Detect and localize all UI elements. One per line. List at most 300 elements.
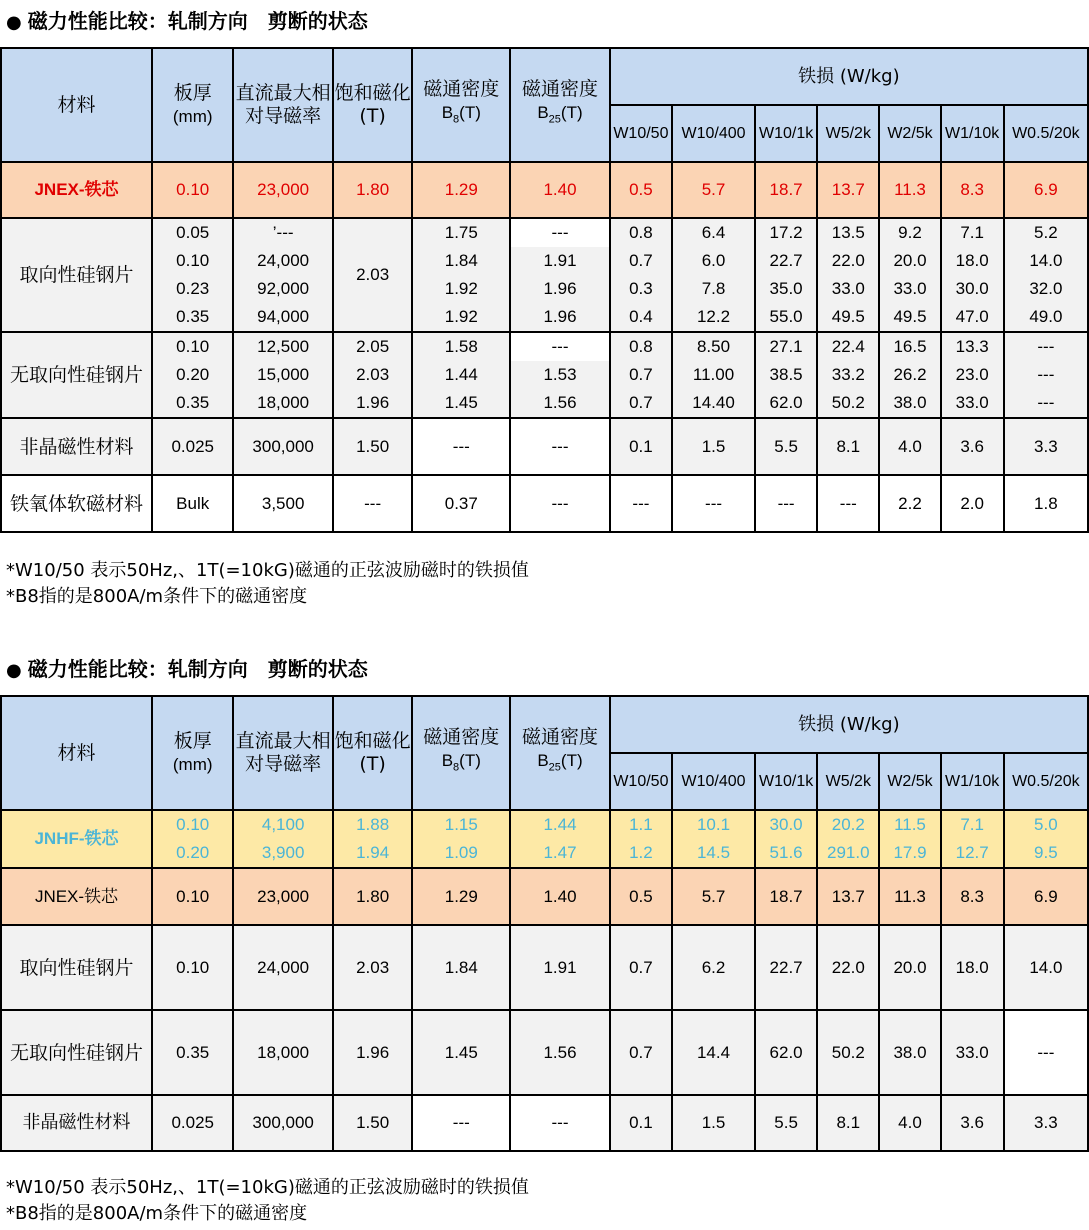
cell-value: 0.4	[629, 307, 653, 326]
material-name: 无取向性硅钢片	[1, 1010, 152, 1095]
table-cell: 13.7	[817, 162, 879, 218]
cell-value: 0.10	[176, 337, 210, 356]
cell-value: 1.75	[444, 223, 478, 242]
header-b8	[412, 48, 510, 162]
table-cell: 1.40	[510, 868, 609, 925]
cell-value: ’---	[272, 223, 294, 242]
cell-value: 8.50	[696, 337, 731, 356]
cell-value: 1.96	[543, 279, 577, 298]
cell-value: 17.9	[893, 843, 927, 862]
cell-value: 6.4	[701, 223, 726, 242]
table-cell	[817, 218, 879, 332]
cell-value: 1.15	[444, 815, 478, 834]
cell-value: 11.5	[894, 815, 926, 834]
table-cell: 2.03	[333, 218, 412, 332]
header-thickness-unit: (mm)	[172, 107, 213, 126]
table-cell: 300,000	[233, 418, 332, 475]
table-cell: ---	[510, 1095, 609, 1151]
table-cell	[817, 810, 879, 868]
cell-value: 6.0	[701, 251, 726, 270]
cell-value: 47.0	[955, 307, 989, 326]
table-cell: ---	[412, 1095, 510, 1151]
header-b8-unit: (T)	[459, 103, 481, 123]
cell-value: 13.3	[955, 337, 989, 356]
cell-value: 22.4	[831, 337, 865, 356]
table-row-non-oriented	[1, 1010, 1088, 1095]
header-w05-20k: W0.5/20k	[1004, 753, 1088, 810]
table-cell	[879, 218, 940, 332]
bullet-icon: ●	[6, 660, 22, 681]
table-cell: 1.56	[510, 1010, 609, 1095]
table-cell	[755, 332, 817, 418]
table-cell: 1.29	[412, 868, 510, 925]
cell-value: 24,000	[257, 251, 310, 270]
table-cell: 22.7	[755, 925, 817, 1010]
table-cell: 11.3	[879, 868, 940, 925]
table-cell: 18.7	[755, 868, 817, 925]
header-b8-symbol: B	[441, 103, 454, 123]
cell-value: 0.7	[629, 365, 653, 384]
table-cell	[510, 810, 609, 868]
table-cell: 1.45	[412, 1010, 510, 1095]
cell-value: 20.2	[831, 815, 865, 834]
table-cell	[152, 810, 233, 868]
cell-value: 22.0	[831, 251, 865, 270]
cell-value: 1.92	[444, 307, 478, 326]
table-cell: 6.9	[1004, 868, 1088, 925]
table-cell: 300,000	[233, 1095, 332, 1151]
cell-value: 1.45	[444, 393, 478, 412]
cell-value: 49.5	[831, 307, 865, 326]
cell-value: 4,100	[261, 815, 305, 834]
table-cell: 18,000	[233, 1010, 332, 1095]
header-b8	[412, 696, 510, 810]
header-permeability: 直流最大相对导磁率	[233, 48, 332, 162]
header-material: 材料	[1, 48, 152, 162]
table-row-grain-oriented	[1, 925, 1088, 1010]
table-cell: 38.0	[879, 1010, 940, 1095]
table-cell: 0.1	[610, 418, 672, 475]
table-cell: 24,000	[233, 925, 332, 1010]
cell-value: 18,000	[257, 393, 310, 412]
table-cell: 3.3	[1004, 418, 1088, 475]
table-cell: 1.91	[510, 925, 609, 1010]
cell-value: 20.0	[893, 251, 927, 270]
cell-value: 38.0	[893, 393, 927, 412]
cell-value: 0.23	[176, 279, 210, 298]
cell-value: 15,000	[257, 365, 310, 384]
material-name: JNEX-铁芯	[1, 868, 152, 925]
cell-value: 7.8	[701, 279, 726, 298]
cell-value: 14.5	[696, 843, 731, 862]
header-material: 材料	[1, 696, 152, 810]
cell-value: 1.09	[444, 843, 478, 862]
cell-value: ---	[1037, 393, 1055, 412]
footnote: *B8指的是800A/m条件下的磁通密度	[6, 1203, 308, 1224]
table-cell: 33.0	[941, 1010, 1004, 1095]
header-saturation: 饱和磁化(T)	[333, 48, 412, 162]
cell-value: 14.0	[1029, 251, 1063, 270]
table-cell	[233, 810, 332, 868]
cell-value: 1.47	[543, 843, 577, 862]
header-w10-1k: W10/1k	[755, 753, 817, 810]
header-w10-50: W10/50	[610, 105, 672, 162]
cell-value: 92,000	[257, 279, 310, 298]
cell-value: ---	[1037, 337, 1055, 356]
cell-value: 12.2	[696, 307, 731, 326]
table-cell: ---	[510, 418, 609, 475]
table-cell: 5.7	[672, 868, 755, 925]
material-name: JNEX-铁芯	[1, 162, 152, 218]
table-cell: 0.025	[152, 1095, 233, 1151]
table-cell: 8.1	[817, 1095, 879, 1151]
cell-value: 0.05	[176, 223, 210, 242]
cell-value: 94,000	[257, 307, 310, 326]
header-w05-20k: W0.5/20k	[1004, 105, 1088, 162]
table-cell: 8.1	[817, 418, 879, 475]
table-cell: 3.6	[941, 1095, 1004, 1151]
table-cell	[610, 810, 672, 868]
table-cell: 23,000	[233, 868, 332, 925]
cell-value: 1.44	[444, 365, 478, 384]
cell-value: 51.6	[769, 843, 803, 862]
table-cell: ---	[333, 475, 412, 532]
table-row-jnex	[1, 162, 1088, 218]
cell-value: 7.1	[960, 223, 984, 242]
table-cell	[510, 332, 609, 418]
cell-value: 1.88	[356, 815, 390, 834]
table-cell: 2.0	[941, 475, 1004, 532]
cell-value: 2.05	[356, 337, 390, 356]
header-b25-symbol: B	[537, 103, 549, 123]
table-cell	[941, 332, 1004, 418]
header-b25-label: 磁通密度	[521, 78, 598, 101]
table-cell: 5.5	[755, 1095, 817, 1151]
cell-value: 0.35	[176, 393, 210, 412]
cell-value: 23.0	[955, 365, 989, 384]
material-name: 非晶磁性材料	[1, 418, 152, 475]
cell-value: 5.0	[1034, 815, 1058, 834]
cell-value: 1.1	[629, 815, 653, 834]
cell-value: 0.8	[629, 337, 653, 356]
table-cell: 0.35	[152, 1010, 233, 1095]
cell-value: 0.3	[629, 279, 653, 298]
table-cell	[412, 218, 510, 332]
cell-value: 13.5	[831, 223, 865, 242]
header-thickness-label: 板厚	[173, 82, 212, 104]
header-b25	[510, 48, 609, 162]
table-cell: 1.50	[333, 1095, 412, 1151]
cell-value: 0.7	[629, 393, 653, 412]
material-name: 铁氧体软磁材料	[1, 475, 152, 532]
cell-value: 9.2	[898, 223, 922, 242]
cell-value: 0.10	[176, 815, 210, 834]
table-cell: 8.3	[941, 162, 1004, 218]
table-cell	[755, 810, 817, 868]
cell-value: 1.94	[356, 843, 390, 862]
header-b8-label: 磁通密度	[423, 78, 500, 101]
comparison-table	[0, 47, 1089, 533]
section-title-text: 磁力性能比较：轧制方向 剪断的状态	[27, 657, 368, 681]
header-w1-10k: W1/10k	[941, 753, 1004, 810]
cell-value: 1.91	[543, 251, 577, 270]
cell-value: 33.0	[831, 279, 865, 298]
cell-value: 12.7	[955, 843, 989, 862]
header-w1-10k: W1/10k	[941, 105, 1004, 162]
cell-value: 11.00	[692, 365, 735, 384]
cell-value: 1.96	[543, 307, 577, 326]
cell-value: 1.58	[444, 337, 478, 356]
cell-value: 0.20	[176, 843, 210, 862]
header-w10-400: W10/400	[672, 753, 755, 810]
table-cell	[1004, 332, 1088, 418]
table-row-grain-oriented	[1, 218, 1088, 332]
table-cell	[233, 218, 332, 332]
cell-value: 12,500	[257, 337, 310, 356]
table-row-amorphous	[1, 1095, 1088, 1151]
footnote: *W10/50 表示50Hz,、1T(=10kG)磁通的正弦波励磁时的铁损值	[6, 1177, 529, 1198]
table-cell: 0.1	[610, 1095, 672, 1151]
cell-value: 9.5	[1034, 843, 1058, 862]
header-w10-400: W10/400	[672, 105, 755, 162]
table-cell: 0.7	[610, 1010, 672, 1095]
table-cell: 14.0	[1004, 925, 1088, 1010]
cell-value: 27.1	[769, 337, 803, 356]
table-cell: 62.0	[755, 1010, 817, 1095]
table-cell	[1004, 810, 1088, 868]
material-name: 取向性硅钢片	[1, 925, 152, 1010]
table-cell: 0.5	[610, 868, 672, 925]
table-cell	[817, 332, 879, 418]
table-cell: 5.7	[672, 162, 755, 218]
table-cell: 13.7	[817, 868, 879, 925]
header-thickness-label: 板厚	[173, 730, 212, 752]
cell-value: 0.8	[629, 223, 653, 242]
table-cell: 23,000	[233, 162, 332, 218]
header-b25-subscript: 25	[548, 761, 561, 774]
header-b25	[510, 696, 609, 810]
table-cell: 2.03	[333, 925, 412, 1010]
material-name: JNHF-铁芯	[1, 810, 152, 868]
table-cell: 4.0	[879, 418, 940, 475]
table-cell: 1.5	[672, 1095, 755, 1151]
cell-value: 0.20	[176, 365, 210, 384]
section-title	[6, 6, 368, 36]
table-cell	[755, 218, 817, 332]
table-cell	[152, 332, 233, 418]
header-b25-symbol: B	[537, 751, 549, 771]
table-cell	[412, 810, 510, 868]
header-b25-label: 磁通密度	[521, 726, 598, 749]
table-cell	[672, 218, 755, 332]
table-cell: 11.3	[879, 162, 940, 218]
cell-value: ---	[511, 333, 608, 361]
cell-value: 1.53	[543, 365, 577, 384]
header-b25-unit: (T)	[560, 103, 583, 123]
table-cell: 6.9	[1004, 162, 1088, 218]
section-title-text: 磁力性能比较：轧制方向 剪断的状态	[27, 9, 368, 33]
cell-value: 1.96	[356, 393, 390, 412]
table-cell: 6.2	[672, 925, 755, 1010]
header-thickness	[152, 696, 233, 810]
cell-value: 0.7	[629, 251, 653, 270]
table-row-ferrite	[1, 475, 1088, 532]
cell-value: 22.7	[769, 251, 803, 270]
table-cell	[941, 218, 1004, 332]
cell-value: 33.0	[893, 279, 927, 298]
cell-value: 49.0	[1029, 307, 1063, 326]
table-cell: 22.0	[817, 925, 879, 1010]
table-cell	[610, 218, 672, 332]
table-cell	[412, 332, 510, 418]
header-thickness	[152, 48, 233, 162]
cell-value: ---	[1037, 365, 1055, 384]
table-cell: 1.84	[412, 925, 510, 1010]
table-cell: 5.5	[755, 418, 817, 475]
cell-value: 14.40	[692, 393, 735, 412]
cell-value: 7.1	[960, 815, 984, 834]
table-cell: 3.3	[1004, 1095, 1088, 1151]
cell-value: 18.0	[955, 251, 989, 270]
cell-value: ---	[511, 219, 608, 247]
header-b8-label: 磁通密度	[423, 726, 500, 749]
table-cell: ---	[672, 475, 755, 532]
table-cell: 0.025	[152, 418, 233, 475]
header-b25-subscript: 25	[548, 113, 561, 126]
table-cell	[333, 332, 412, 418]
table-cell: ---	[412, 418, 510, 475]
table-row-non-oriented	[1, 332, 1088, 418]
header-b25-unit: (T)	[560, 751, 583, 771]
cell-value: 1.92	[444, 279, 478, 298]
table-cell: 1.80	[333, 868, 412, 925]
table-cell: ---	[510, 475, 609, 532]
header-w10-50: W10/50	[610, 753, 672, 810]
footnote: *B8指的是800A/m条件下的磁通密度	[6, 586, 308, 607]
header-w2-5k: W2/5k	[879, 753, 940, 810]
cell-value: 30.0	[769, 815, 803, 834]
header-b8-subscript: 8	[453, 761, 460, 774]
cell-value: 30.0	[955, 279, 989, 298]
table-cell: ---	[817, 475, 879, 532]
table-cell: 0.10	[152, 162, 233, 218]
table-cell	[610, 332, 672, 418]
table-cell: 4.0	[879, 1095, 940, 1151]
cell-value: 1.56	[543, 393, 577, 412]
table-cell: 18.0	[941, 925, 1004, 1010]
header-thickness-unit: (mm)	[172, 755, 213, 774]
table-cell: 1.40	[510, 162, 609, 218]
table-cell: 0.10	[152, 925, 233, 1010]
table-cell: 1.96	[333, 1010, 412, 1095]
table-cell: 1.5	[672, 418, 755, 475]
table-cell	[672, 332, 755, 418]
cell-value: 16.5	[893, 337, 927, 356]
table-row-jnex	[1, 868, 1088, 925]
table-cell: 1.80	[333, 162, 412, 218]
cell-value: 0.10	[176, 251, 210, 270]
table-cell	[233, 332, 332, 418]
cell-value: 33.2	[831, 365, 865, 384]
cell-value: 50.2	[831, 393, 865, 412]
material-name: 取向性硅钢片	[1, 218, 152, 332]
table-cell: 0.7	[610, 925, 672, 1010]
footnote: *W10/50 表示50Hz,、1T(=10kG)磁通的正弦波励磁时的铁损值	[6, 560, 529, 581]
cell-value: 49.5	[893, 307, 927, 326]
header-b8-symbol: B	[441, 751, 454, 771]
cell-value: 62.0	[769, 393, 803, 412]
cell-value: 26.2	[893, 365, 927, 384]
header-w2-5k: W2/5k	[879, 105, 940, 162]
table-cell	[879, 332, 940, 418]
cell-value: 3,900	[261, 843, 305, 862]
header-b8-subscript: 8	[453, 113, 460, 126]
table-cell	[672, 810, 755, 868]
table-cell: 1.8	[1004, 475, 1088, 532]
cell-value: 2.03	[356, 365, 390, 384]
material-name: 非晶磁性材料	[1, 1095, 152, 1151]
table-cell: 14.4	[672, 1010, 755, 1095]
table-cell: ---	[610, 475, 672, 532]
table-cell	[879, 810, 940, 868]
header-permeability: 直流最大相对导磁率	[233, 696, 332, 810]
table-cell: 50.2	[817, 1010, 879, 1095]
table-cell	[1004, 218, 1088, 332]
cell-value: 17.2	[769, 223, 803, 242]
cell-value: 35.0	[769, 279, 803, 298]
table-cell: ---	[1004, 1010, 1088, 1095]
table-cell	[333, 810, 412, 868]
table-cell: 3.6	[941, 418, 1004, 475]
table-cell: 3,500	[233, 475, 332, 532]
table-cell: 2.2	[879, 475, 940, 532]
table-cell: 1.50	[333, 418, 412, 475]
cell-value: 0.35	[176, 307, 210, 326]
bullet-icon: ●	[6, 12, 22, 33]
table-row-amorphous	[1, 418, 1088, 475]
table-cell: 1.29	[412, 162, 510, 218]
header-w10-1k: W10/1k	[755, 105, 817, 162]
header-w5-2k: W5/2k	[817, 105, 879, 162]
table-cell: 18.7	[755, 162, 817, 218]
table-cell	[941, 810, 1004, 868]
table-cell: 0.37	[412, 475, 510, 532]
table-cell: 0.5	[610, 162, 672, 218]
section-title	[6, 654, 368, 684]
table-cell: 20.0	[879, 925, 940, 1010]
table-cell: ---	[755, 475, 817, 532]
table-row-jnhf	[1, 810, 1088, 868]
header-core-loss: 铁损 (W/kg)	[610, 48, 1088, 105]
header-w5-2k: W5/2k	[817, 753, 879, 810]
cell-value: 1.2	[629, 843, 653, 862]
table-cell: 0.10	[152, 868, 233, 925]
cell-value: 1.84	[444, 251, 478, 270]
table-cell	[510, 218, 609, 332]
cell-value: 10.1	[696, 815, 731, 834]
header-core-loss: 铁损 (W/kg)	[610, 696, 1088, 753]
comparison-table	[0, 695, 1089, 1152]
material-name: 无取向性硅钢片	[1, 332, 152, 418]
cell-value: 1.44	[543, 815, 577, 834]
table-cell: Bulk	[152, 475, 233, 532]
cell-value: 55.0	[769, 307, 803, 326]
header-b8-unit: (T)	[459, 751, 481, 771]
table-cell	[152, 218, 233, 332]
cell-value: 291.0	[827, 843, 870, 862]
cell-value: 32.0	[1029, 279, 1063, 298]
cell-value: 5.2	[1034, 223, 1058, 242]
